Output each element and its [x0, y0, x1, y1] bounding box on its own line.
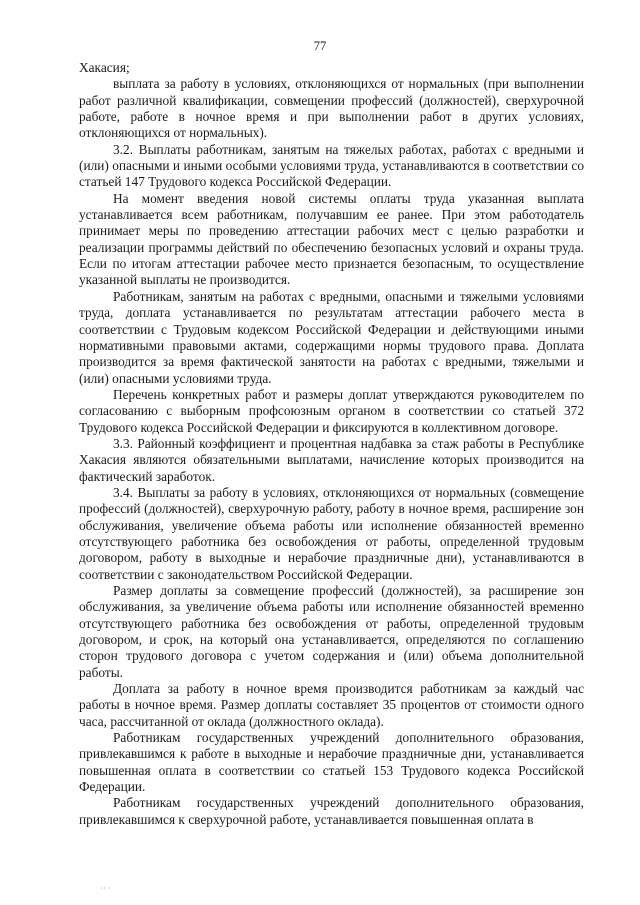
page-number: 77	[313, 39, 327, 53]
paragraph: На момент введения новой системы оплаты труда указанная выплата устанавливается всем работникам, получавшим ее ранее. При этом работодатель принимает меры по проведению аттестации рабочих мест с целью разработки и реализации программы действий по обеспечению безопасных условий и охраны труда. Если по итогам аттестации рабочее место признается безопасным, то осуществление указанной выплаты не производится.	[79, 190, 584, 288]
paragraph-3-2: 3.2. Выплаты работникам, занятым на тяжелых работах, работах с вредными и (или) опасными и иными особыми условиями труда, устанавливаются в соответствии со статьей 147 Трудового кодекса Российской Федерации.	[79, 141, 584, 190]
paragraph-continuation: Хакасия;	[79, 60, 130, 75]
paragraph: Перечень конкретных работ и размеры доплат утверждаются руководителем по согласованию с выборным профсоюзным органом в соответствии со статьей 372 Трудового кодекса Российской Федерации и фиксируются в коллективном договоре.	[79, 386, 584, 435]
paragraph: Размер доплаты за совмещение профессий (должностей), за расширение зон обслуживания, за увеличение объема работы или исполнение обязанностей временно отсутствующего работника без освобождения от работы, определенной трудовым договором, и срок, на который она устанавливается, определяются по соглашению сторон трудового договора с учетом содержания и (или) объема дополнительной работы.	[79, 583, 584, 680]
paragraph: Доплата за работу в ночное время производится работникам за каждый час работы в ночное время. Размер доплаты составляет 35 процентов от стоимости одного часа, рассчитанной от оклада (должностного оклада).	[79, 681, 584, 729]
paragraph-3-4: 3.4. Выплаты за работу в условиях, отклоняющихся от нормальных (совмещение профессий (должностей), сверхурочную работу, работу в ночное время, расширение зон обслуживания, увеличение объема работы или исполнение обязанностей временно отсутствующего работника без освобождения от работы, определенной трудовым договором, работу в выходные и нерабочие праздничные дни), устанавливаются в соответствии с законодательством Российской Федерации.	[79, 484, 584, 582]
paragraph: Работникам государственных учреждений дополнительного образования, привлекавшимся к работе в выходные и нерабочие праздничные дни, устанавливается повышенная оплата в соответствии со статьей 153 Трудового кодекса Российской Федерации.	[79, 730, 584, 795]
paragraph: Работникам, занятым на работах с вредными, опасными и тяжелыми условиями труда, доплата устанавливается по результатам аттестации рабочего места в соответствии с Трудовым кодексом Российской Федерации и действующими иными нормативными правовыми актами, содержащими нормы трудового права. Доплата производится за время фактической занятости на работах с вредными, тяжелыми и (или) опасными условиями труда.	[79, 288, 584, 386]
paragraph: Работникам государственных учреждений дополнительного образования, привлекавшимся к сверхурочной работе, устанавливается повышенная оплата в	[79, 795, 584, 827]
paragraph-3-3: 3.3. Районный коэффициент и процентная надбавка за стаж работы в Республике Хакасия являются обязательными выплатами, начисление которых производится на фактический заработок.	[79, 435, 584, 484]
footer-mark: ···	[100, 884, 111, 893]
document-body	[79, 60, 584, 828]
paragraph: выплата за работу в условиях, отклоняющихся от нормальных (при выполнении работ различной квалификации, совмещении профессий (должностей), сверхурочной работе, работе в ночное время и при выполнении работ в других условиях, отклоняющихся от нормальных).	[79, 76, 584, 141]
